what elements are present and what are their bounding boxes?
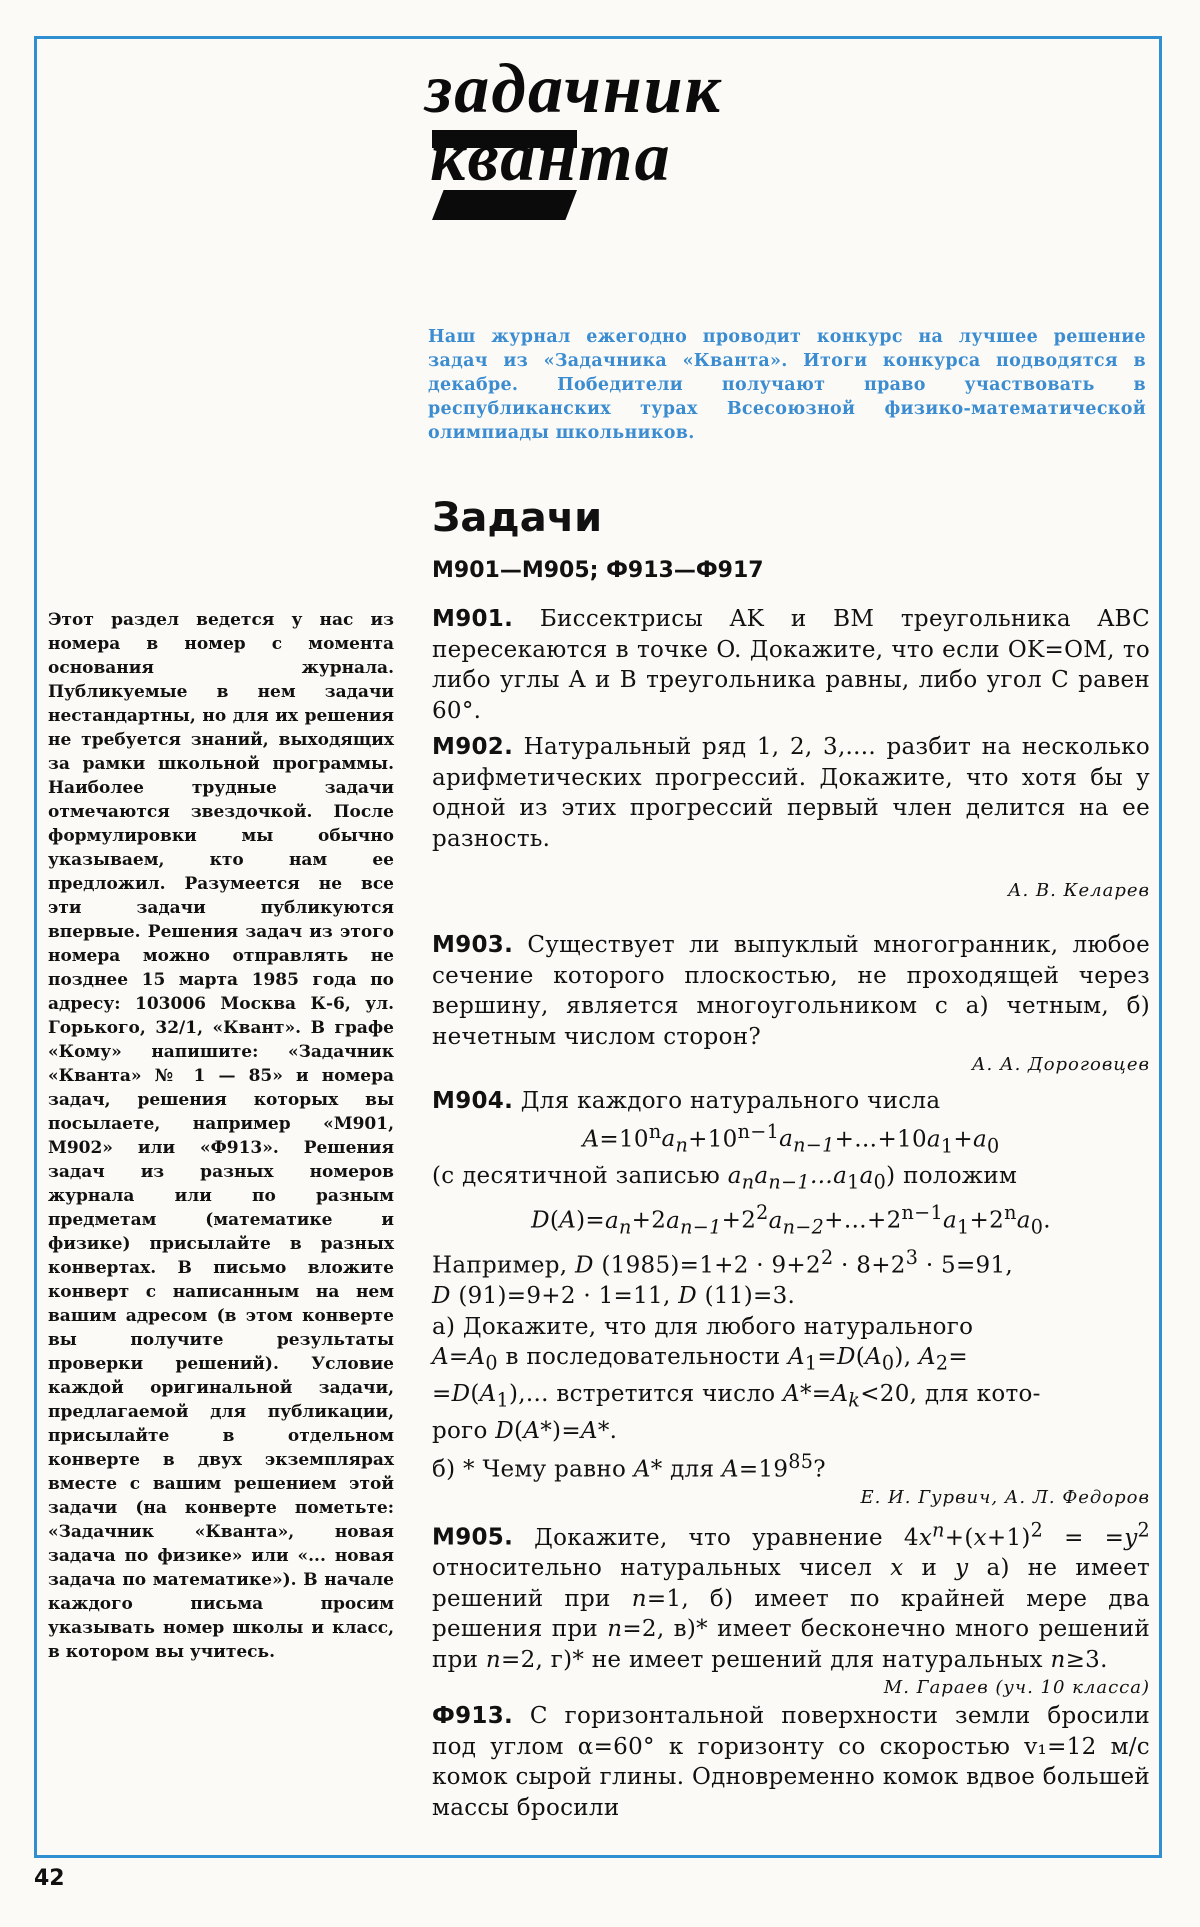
problem-id: Ф913. bbox=[432, 1703, 514, 1730]
problem-text: Биссектрисы AK и BM треугольника ABC пересекаются в точке O. Докажите, что если OK=OM, то либо углы A и B треугольника равны, либо угол C равен 60°. bbox=[432, 606, 1150, 724]
formula-line bbox=[432, 1312, 1150, 1343]
problem-author: М. Гараев (уч. 10 класса) bbox=[883, 1677, 1150, 1699]
problem-id: М903. bbox=[432, 932, 514, 958]
problem-m905 bbox=[432, 1515, 1150, 1675]
formula: $A=10^na_n+10^{n-1}a_{n-1}+\dots+10a_1+a_0$ bbox=[582, 1119, 1000, 1157]
problem-text: Например, bbox=[432, 1252, 568, 1279]
problem-m903 bbox=[432, 930, 1150, 1052]
problem-text: Существует ли выпуклый многогранник, любое сечение которого плоскостью, не проходящей через вершину, является многоугольником с а) четным, б) нечетным числом сторон? bbox=[432, 932, 1150, 1050]
page-number: 42 bbox=[34, 1866, 65, 1891]
formula-line: б) * Чему равно A* для $A=19^{85}$? bbox=[432, 1449, 826, 1483]
problem-m904 bbox=[432, 1086, 1150, 1485]
problem-text: в последовательности bbox=[505, 1344, 781, 1371]
problem-m902 bbox=[432, 732, 1150, 854]
problem-text: Для каждого натурального числа bbox=[520, 1088, 941, 1114]
problems-column bbox=[432, 604, 1150, 1823]
problem-text: рого bbox=[432, 1418, 488, 1445]
problem-text: положим bbox=[903, 1163, 1018, 1190]
formula-line: $=D(A_1)$,... встретится число $A*=A_k<20$, для кото- bbox=[432, 1381, 1041, 1412]
problem-id: М902. bbox=[432, 734, 514, 760]
section-title: Задачи bbox=[432, 495, 603, 541]
problem-author: А. В. Келарев bbox=[1007, 880, 1150, 901]
problem-f913 bbox=[432, 1701, 1150, 1823]
problem-text: Докажите, что уравнение $4x^n+(x+1)^2 = =y^2$ относительно натуральных чисел x и y а) не имеет решений при n=1, б) имеет по крайней мере два решения при n=2, в)* имеет бесконечно много решений при n=2, г)* не имеет решений для натуральных n≥3. bbox=[432, 1518, 1151, 1673]
problem-text: =1+2 · 9+2 bbox=[679, 1252, 821, 1279]
problem-range: М901—М905; Ф913—Ф917 bbox=[432, 558, 764, 583]
formula: $D(A)=a_n+2a_{n-1}+2^2a_{n-2}+\dots+2^{n-1}a_1+2^na_0$. bbox=[531, 1201, 1051, 1239]
problem-id: М901. bbox=[432, 606, 514, 632]
problem-text: (с десятичной записью bbox=[432, 1163, 721, 1190]
formula-line: Например, D $(1985)=1+2 \cdot 9+2^2 \cdot 8+2^3 \cdot 5=91$, bbox=[432, 1246, 1014, 1279]
problem-text: Натуральный ряд 1, 2, 3,.... разбит на несколько арифметических прогрессий. Докажите, что хотя бы у одной из этих прогрессий первый член делится на ее разность. bbox=[432, 734, 1150, 852]
problem-id: М904. bbox=[432, 1088, 514, 1114]
problem-text: б) * Чему равно bbox=[432, 1456, 627, 1483]
formula-line: D (91)=9+2 · 1=11, D (11)=3. bbox=[432, 1283, 796, 1310]
formula-line: $A=A_0$ в последовательности $A_1=D(A_0)$, $A_2=$ bbox=[432, 1344, 968, 1375]
problem-author: Е. И. Гурвич, А. Л. Федоров bbox=[860, 1487, 1150, 1509]
formula-line: (с десятичной записью $a_na_{n-1}\dots a_1a_0$) положим bbox=[432, 1163, 1018, 1194]
problem-text: а) Докажите, что для любого натурального bbox=[432, 1313, 974, 1340]
problem-text: встретится число bbox=[556, 1381, 776, 1408]
intro-paragraph: Наш журнал ежегодно проводит конкурс на лучшее решение задач из «Задачника «Кванта». Итоги конкурса подводятся в декабре. Победители получают право участвовать в республиканских турах Всесоюзной физико-математической олимпиады школьников. bbox=[428, 327, 1146, 443]
sidebar-note: Этот раздел ведется у нас из номера в номер с момента основания журнала. Публикуемые в нем задачи нестандартны, но для их решения не требуется знаний, выходящих за рамки школьной программы. Наиболее трудные задачи отмечаются звездочкой. После формулировки мы обычно указываем, кто нам ее предложил. Разумеется не все эти задачи публикуются впервые. Решения задач из этого номера можно отправлять не позднее 15 марта 1985 года по адресу: 103006 Москва К-6, ул. Горького, 32/1, «Квант». В графе «Кому» напишите: «Задачник «Кванта» № 1 — 85» и номера задач, решения которых вы посылаете, например «М901, М902» или «Ф913». Решения задач из разных номеров журнала или по разным предметам (математике и физике) присылайте в разных конвертах. В письмо вложите конверт с написанным на нем вашим адресом (в этом конверте вы получите результаты проверки решений). Условие каждой оригинальной задачи, предлагаемой для публикации, присылайте в отдельном конверте в двух экземплярах вместе с вашим решением этой задачи (на конверте пометьте: «Задачник «Кванта», новая задача по физике» или «... новая задача по математике»). В начале каждого письма просим указывать номер школы и класс, в котором вы учитесь. bbox=[48, 610, 394, 1662]
problem-text: для кото- bbox=[924, 1381, 1041, 1408]
problem-text: С горизонтальной поверхности земли бросили под углом α=60° к горизонту со скоростью v₁=12 м/с комок сырой глины. Одновременно комок вдвое большей массы бросили bbox=[432, 1703, 1151, 1821]
heading-line-2: кванта bbox=[430, 119, 672, 196]
problem-m901 bbox=[432, 604, 1150, 726]
formula-line: рого D(A*)=A*. bbox=[432, 1418, 618, 1445]
problem-id: М905. bbox=[432, 1524, 514, 1551]
heading-line-1: задачник bbox=[425, 51, 723, 128]
problem-author: А. А. Дороговцев bbox=[971, 1054, 1150, 1075]
